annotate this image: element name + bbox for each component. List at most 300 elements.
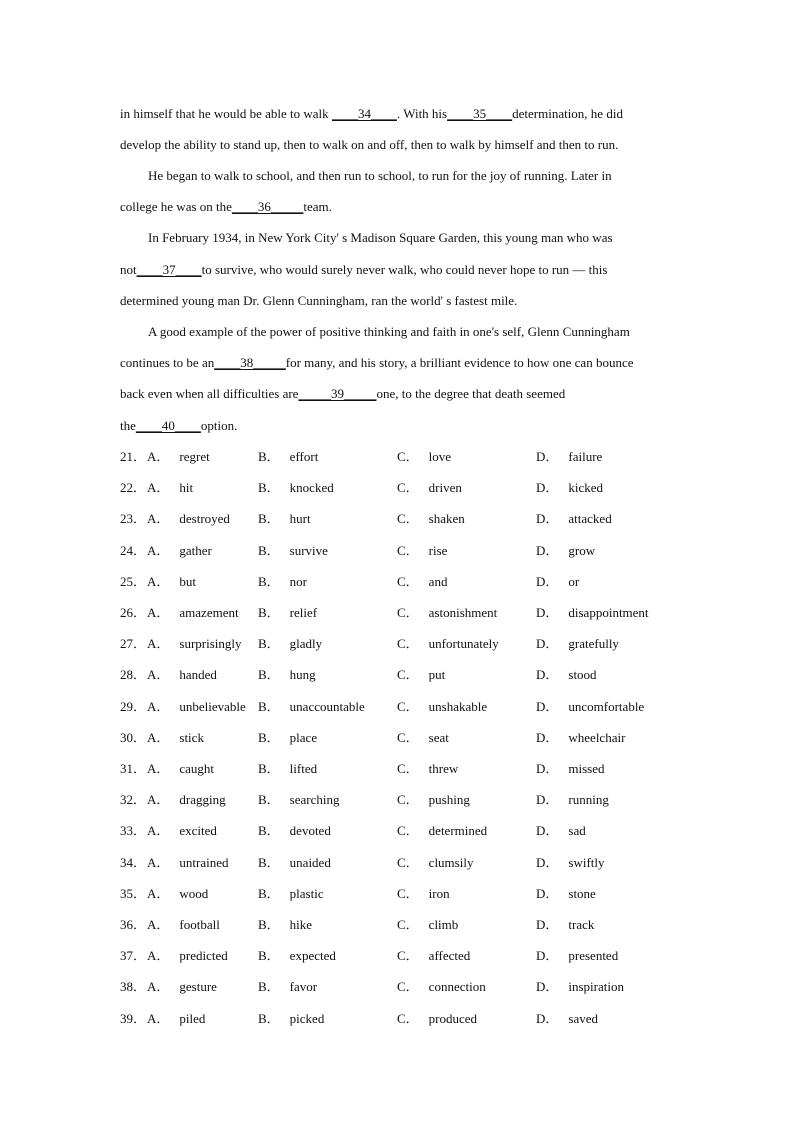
option-letter: A． xyxy=(147,543,170,558)
option-letter: B． xyxy=(258,699,280,714)
passage-text: He began to walk to school, and then run to school, to run for the joy of running. Later in xyxy=(148,168,612,183)
passage-text: not xyxy=(120,262,137,277)
question-row xyxy=(120,699,680,715)
option-b[interactable] xyxy=(258,605,317,621)
option-d[interactable] xyxy=(536,667,597,683)
question-number: 21． xyxy=(120,449,147,464)
option-text: plastic xyxy=(289,886,324,901)
option-d[interactable] xyxy=(536,511,612,527)
option-text: affected xyxy=(428,948,471,963)
answer-blank: ____35____ xyxy=(447,106,513,121)
option-text: clumsily xyxy=(428,855,474,870)
option-letter: D． xyxy=(536,449,559,464)
question-row xyxy=(120,1011,680,1027)
option-text: unbelievable xyxy=(179,699,246,714)
passage-line xyxy=(120,418,237,434)
option-letter: A． xyxy=(147,1011,170,1026)
option-a[interactable] xyxy=(147,605,239,621)
option-letter: B． xyxy=(258,1011,280,1026)
option-b[interactable] xyxy=(258,574,307,590)
answer-blank: ____38_____ xyxy=(214,355,286,370)
passage-line xyxy=(120,293,517,309)
option-letter: D． xyxy=(536,543,559,558)
option-b[interactable] xyxy=(258,730,317,746)
option-d[interactable] xyxy=(536,1011,598,1027)
option-text: wheelchair xyxy=(568,730,626,745)
option-letter: C． xyxy=(397,823,419,838)
option-letter: D． xyxy=(536,699,559,714)
passage-line xyxy=(120,106,623,122)
option-letter: B． xyxy=(258,511,280,526)
option-d[interactable] xyxy=(536,574,579,590)
option-d[interactable] xyxy=(536,543,595,559)
option-text: gesture xyxy=(179,979,217,994)
option-a[interactable] xyxy=(147,574,196,590)
option-text: destroyed xyxy=(179,511,230,526)
option-a[interactable] xyxy=(147,699,246,715)
option-text: iron xyxy=(428,886,450,901)
option-text: saved xyxy=(568,1011,598,1026)
option-c[interactable] xyxy=(397,761,458,777)
passage-text: college he was on the xyxy=(120,199,232,214)
option-letter: C． xyxy=(397,948,419,963)
option-text: astonishment xyxy=(428,605,498,620)
option-d[interactable] xyxy=(536,792,609,808)
option-text: devoted xyxy=(289,823,331,838)
question-row xyxy=(120,636,680,652)
option-text: surprisingly xyxy=(179,636,242,651)
option-c[interactable] xyxy=(397,636,499,652)
option-a[interactable] xyxy=(147,792,226,808)
option-letter: C． xyxy=(397,636,419,651)
passage-line xyxy=(120,137,618,153)
option-text: nor xyxy=(289,574,308,589)
option-a[interactable] xyxy=(147,761,214,777)
option-text: pushing xyxy=(428,792,470,807)
option-text: relief xyxy=(289,605,318,620)
option-text: unaided xyxy=(289,855,331,870)
question-row xyxy=(120,917,680,933)
option-text: love xyxy=(428,449,452,464)
option-letter: A． xyxy=(147,948,170,963)
passage-line xyxy=(120,199,332,215)
option-letter: A． xyxy=(147,979,170,994)
option-b[interactable] xyxy=(258,979,317,995)
option-b[interactable] xyxy=(258,636,322,652)
question-number: 25． xyxy=(120,574,147,589)
option-letter: D． xyxy=(536,823,559,838)
question-number: 28． xyxy=(120,667,147,682)
option-text: piled xyxy=(179,1011,206,1026)
option-letter: D． xyxy=(536,979,559,994)
option-b[interactable] xyxy=(258,449,318,465)
option-c[interactable] xyxy=(397,823,487,839)
option-text: but xyxy=(179,574,197,589)
question-number: 24． xyxy=(120,543,147,558)
option-d[interactable] xyxy=(536,605,649,621)
option-letter: C． xyxy=(397,543,419,558)
option-letter: B． xyxy=(258,605,280,620)
option-letter: A． xyxy=(147,823,170,838)
option-letter: A． xyxy=(147,636,170,651)
option-letter: A． xyxy=(147,917,170,932)
option-letter: D． xyxy=(536,636,559,651)
question-row xyxy=(120,480,680,496)
option-text: hurt xyxy=(289,511,311,526)
option-letter: C． xyxy=(397,667,419,682)
option-a[interactable] xyxy=(147,948,228,964)
option-c[interactable] xyxy=(397,511,465,527)
passage-line xyxy=(148,168,612,184)
option-text: or xyxy=(568,574,580,589)
option-d[interactable] xyxy=(536,480,603,496)
question-number: 27． xyxy=(120,636,147,651)
passage-line xyxy=(120,386,565,402)
option-text: picked xyxy=(289,1011,325,1026)
option-letter: D． xyxy=(536,574,559,589)
question-row xyxy=(120,823,680,839)
question-number: 36． xyxy=(120,917,147,932)
option-letter: B． xyxy=(258,948,280,963)
option-letter: B． xyxy=(258,449,280,464)
passage-line xyxy=(120,355,634,371)
option-letter: B． xyxy=(258,761,280,776)
passage-text: option. xyxy=(200,418,238,433)
option-d[interactable] xyxy=(536,917,594,933)
option-c[interactable] xyxy=(397,855,473,871)
option-letter: C． xyxy=(397,574,419,589)
question-row xyxy=(120,886,680,902)
option-letter: B． xyxy=(258,667,280,682)
option-a[interactable] xyxy=(147,449,210,465)
option-letter: B． xyxy=(258,543,280,558)
option-c[interactable] xyxy=(397,543,447,559)
question-row xyxy=(120,792,680,808)
option-a[interactable] xyxy=(147,730,204,746)
option-a[interactable] xyxy=(147,543,212,559)
option-b[interactable] xyxy=(258,855,331,871)
option-letter: D． xyxy=(536,667,559,682)
option-text: effort xyxy=(289,449,319,464)
option-text: predicted xyxy=(179,948,228,963)
option-letter: A． xyxy=(147,605,170,620)
question-number: 26． xyxy=(120,605,147,620)
option-text: rise xyxy=(428,543,448,558)
option-letter: C． xyxy=(397,792,419,807)
option-a[interactable] xyxy=(147,855,228,871)
option-text: hit xyxy=(179,480,194,495)
option-b[interactable] xyxy=(258,761,317,777)
question-number: 34． xyxy=(120,855,147,870)
option-letter: B． xyxy=(258,574,280,589)
option-letter: B． xyxy=(258,886,280,901)
option-text: searching xyxy=(289,792,340,807)
question-number: 37． xyxy=(120,948,147,963)
option-a[interactable] xyxy=(147,667,217,683)
option-letter: C． xyxy=(397,855,419,870)
question-row xyxy=(120,449,680,465)
option-b[interactable] xyxy=(258,1011,324,1027)
question-row xyxy=(120,948,680,964)
option-text: stone xyxy=(568,886,596,901)
question-number: 30． xyxy=(120,730,147,745)
option-text: seat xyxy=(428,730,449,745)
option-text: presented xyxy=(568,948,619,963)
option-text: put xyxy=(428,667,446,682)
option-letter: D． xyxy=(536,730,559,745)
option-letter: A． xyxy=(147,699,170,714)
option-c[interactable] xyxy=(397,699,487,715)
option-c[interactable] xyxy=(397,730,449,746)
option-letter: B． xyxy=(258,823,280,838)
passage-text: determined young man Dr. Glenn Cunningham, ran the world' s fastest mile. xyxy=(120,293,518,308)
question-number: 35． xyxy=(120,886,147,901)
option-letter: A． xyxy=(147,886,170,901)
option-text: regret xyxy=(179,449,210,464)
option-letter: C． xyxy=(397,449,419,464)
option-a[interactable] xyxy=(147,979,217,995)
option-letter: B． xyxy=(258,855,280,870)
option-d[interactable] xyxy=(536,761,605,777)
option-b[interactable] xyxy=(258,543,328,559)
option-letter: D． xyxy=(536,855,559,870)
option-d[interactable] xyxy=(536,449,602,465)
question-row xyxy=(120,543,680,559)
option-text: determined xyxy=(428,823,488,838)
option-text: connection xyxy=(428,979,486,994)
answer-blank: _____39_____ xyxy=(298,386,377,401)
option-text: sad xyxy=(568,823,586,838)
option-letter: A． xyxy=(147,730,170,745)
passage-line xyxy=(148,324,630,340)
option-text: place xyxy=(289,730,318,745)
passage-text: back even when all difficulties are xyxy=(120,386,299,401)
option-letter: D． xyxy=(536,948,559,963)
option-letter: D． xyxy=(536,480,559,495)
option-letter: C． xyxy=(397,730,419,745)
option-b[interactable] xyxy=(258,823,331,839)
option-c[interactable] xyxy=(397,574,447,590)
option-letter: C． xyxy=(397,605,419,620)
option-text: gladly xyxy=(289,636,323,651)
option-letter: A． xyxy=(147,480,170,495)
option-b[interactable] xyxy=(258,699,365,715)
option-b[interactable] xyxy=(258,886,324,902)
question-number: 23． xyxy=(120,511,147,526)
option-b[interactable] xyxy=(258,667,316,683)
passage-line xyxy=(120,262,607,278)
question-row xyxy=(120,855,680,871)
option-a[interactable] xyxy=(147,636,242,652)
option-letter: C． xyxy=(397,1011,419,1026)
option-text: untrained xyxy=(179,855,229,870)
option-b[interactable] xyxy=(258,511,311,527)
option-a[interactable] xyxy=(147,886,208,902)
option-text: favor xyxy=(289,979,318,994)
option-b[interactable] xyxy=(258,948,336,964)
option-text: track xyxy=(568,917,595,932)
answer-blank: ____37____ xyxy=(136,262,202,277)
option-d[interactable] xyxy=(536,823,586,839)
option-letter: D． xyxy=(536,886,559,901)
option-letter: A． xyxy=(147,574,170,589)
question-number: 22． xyxy=(120,480,147,495)
question-row xyxy=(120,730,680,746)
option-text: missed xyxy=(568,761,605,776)
option-letter: B． xyxy=(258,917,280,932)
option-text: uncomfortable xyxy=(568,699,645,714)
option-text: lifted xyxy=(289,761,318,776)
answer-blank: ____40____ xyxy=(135,418,201,433)
option-letter: B． xyxy=(258,792,280,807)
option-d[interactable] xyxy=(536,855,605,871)
option-d[interactable] xyxy=(536,636,619,652)
option-text: climb xyxy=(428,917,459,932)
option-letter: D． xyxy=(536,511,559,526)
option-text: hike xyxy=(289,917,313,932)
option-letter: D． xyxy=(536,917,559,932)
option-text: attacked xyxy=(568,511,612,526)
option-d[interactable] xyxy=(536,948,618,964)
option-text: running xyxy=(568,792,609,807)
question-number: 39． xyxy=(120,1011,147,1026)
option-letter: B． xyxy=(258,730,280,745)
option-b[interactable] xyxy=(258,792,339,808)
option-letter: B． xyxy=(258,636,280,651)
option-text: survive xyxy=(289,543,328,558)
question-row xyxy=(120,979,680,995)
option-text: kicked xyxy=(568,480,604,495)
option-text: stood xyxy=(568,667,597,682)
option-text: hung xyxy=(289,667,316,682)
option-text: knocked xyxy=(289,480,334,495)
question-row xyxy=(120,511,680,527)
option-letter: B． xyxy=(258,480,280,495)
option-d[interactable] xyxy=(536,730,625,746)
option-d[interactable] xyxy=(536,979,624,995)
option-letter: A． xyxy=(147,449,170,464)
option-text: dragging xyxy=(179,792,226,807)
option-text: unshakable xyxy=(428,699,488,714)
question-number: 32． xyxy=(120,792,147,807)
option-text: failure xyxy=(568,449,603,464)
option-c[interactable] xyxy=(397,792,470,808)
option-text: disappointment xyxy=(568,605,649,620)
option-letter: A． xyxy=(147,792,170,807)
option-letter: C． xyxy=(397,886,419,901)
passage-line xyxy=(148,230,613,246)
option-letter: C． xyxy=(397,699,419,714)
option-text: produced xyxy=(428,1011,478,1026)
option-d[interactable] xyxy=(536,886,596,902)
passage-text: team. xyxy=(303,199,332,214)
option-letter: D． xyxy=(536,1011,559,1026)
passage-text: for many, and his story, a brilliant evidence to how one can bounce xyxy=(285,355,634,370)
option-letter: A． xyxy=(147,511,170,526)
option-c[interactable] xyxy=(397,449,451,465)
passage-text: determination, he did xyxy=(512,106,623,121)
option-text: inspiration xyxy=(568,979,624,994)
passage-text: In February 1934, in New York City' s Madison Square Garden, this young man who was xyxy=(148,230,613,245)
answer-blank: ____34____ xyxy=(331,106,397,121)
option-text: swiftly xyxy=(568,855,605,870)
option-letter: A． xyxy=(147,667,170,682)
option-c[interactable] xyxy=(397,948,470,964)
option-b[interactable] xyxy=(258,917,312,933)
option-a[interactable] xyxy=(147,511,230,527)
question-number: 33． xyxy=(120,823,147,838)
option-b[interactable] xyxy=(258,480,334,496)
option-letter: C． xyxy=(397,979,419,994)
option-letter: C． xyxy=(397,761,419,776)
option-text: amazement xyxy=(179,605,239,620)
option-text: handed xyxy=(179,667,217,682)
option-text: stick xyxy=(179,730,204,745)
option-c[interactable] xyxy=(397,979,486,995)
option-text: grow xyxy=(568,543,596,558)
option-text: football xyxy=(179,917,220,932)
passage-text: . With his xyxy=(396,106,448,121)
option-text: gather xyxy=(179,543,212,558)
question-number: 29． xyxy=(120,699,147,714)
option-text: shaken xyxy=(428,511,465,526)
option-letter: D． xyxy=(536,605,559,620)
option-text: excited xyxy=(179,823,217,838)
option-a[interactable] xyxy=(147,1011,205,1027)
passage-text: develop the ability to stand up, then to walk on and off, then to walk by himself and then to run. xyxy=(120,137,619,152)
option-letter: C． xyxy=(397,480,419,495)
option-text: wood xyxy=(179,886,209,901)
passage-text: in himself that he would be able to walk xyxy=(120,106,332,121)
passage-text: the xyxy=(120,418,136,433)
option-letter: C． xyxy=(397,511,419,526)
option-text: gratefully xyxy=(568,636,619,651)
answer-blank: ____36_____ xyxy=(231,199,304,214)
option-text: threw xyxy=(428,761,459,776)
option-c[interactable] xyxy=(397,605,497,621)
question-row xyxy=(120,761,680,777)
option-a[interactable] xyxy=(147,823,217,839)
option-letter: A． xyxy=(147,761,170,776)
option-a[interactable] xyxy=(147,917,220,933)
passage-text: one, to the degree that death seemed xyxy=(376,386,566,401)
option-d[interactable] xyxy=(536,699,644,715)
question-row xyxy=(120,667,680,683)
option-text: caught xyxy=(179,761,215,776)
passage-text: A good example of the power of positive thinking and faith in one's self, Glenn Cunningham xyxy=(148,324,630,339)
question-number: 38． xyxy=(120,979,147,994)
option-text: driven xyxy=(428,480,462,495)
option-letter: A． xyxy=(147,855,170,870)
question-row xyxy=(120,574,680,590)
option-letter: C． xyxy=(397,917,419,932)
option-c[interactable] xyxy=(397,667,445,683)
option-text: expected xyxy=(289,948,336,963)
option-c[interactable] xyxy=(397,886,450,902)
option-text: and xyxy=(428,574,448,589)
option-letter: B． xyxy=(258,979,280,994)
option-c[interactable] xyxy=(397,917,458,933)
option-c[interactable] xyxy=(397,480,462,496)
option-text: unfortunately xyxy=(428,636,499,651)
option-letter: D． xyxy=(536,761,559,776)
option-letter: D． xyxy=(536,792,559,807)
option-c[interactable] xyxy=(397,1011,477,1027)
passage-text: continues to be an xyxy=(120,355,215,370)
option-a[interactable] xyxy=(147,480,193,496)
question-number: 31． xyxy=(120,761,147,776)
option-text: unaccountable xyxy=(289,699,365,714)
